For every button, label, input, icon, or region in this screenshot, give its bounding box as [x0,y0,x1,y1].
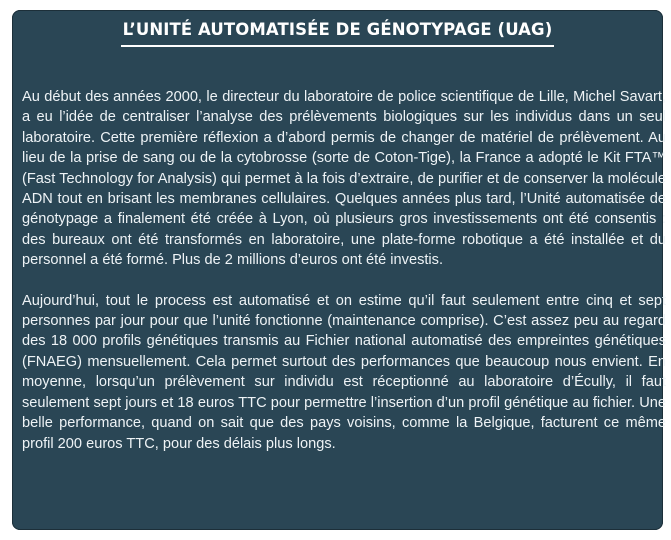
article-body [22,87,666,454]
article-title: L’UNITÉ AUTOMATISÉE DE GÉNOTYPAGE (UAG) [121,16,555,47]
article-paragraph-1: Au début des années 2000, le directeur du laboratoire de police scientifique de Lille, Michel Savart, a eu l’idée de centraliser l’analyse des prélèvements biologiques sur les individus dans un seul laboratoire. Cette première réflexion a d’abord permis de changer de matériel de prélèvement. Au lieu de la prise de sang ou de la cytobrosse (sorte de Coton-Tige), la France a adopté le Kit FTA™ (Fast Technology for Analysis) qui permet à la fois d’extraire, de purifier et de conserver la molécule ADN tout en brisant les membranes cellulaires. Quelques années plus tard, l’Unité automatisée de génotypage a finalement été créée à Lyon, où plusieurs gros investissements ont été consentis : des bureaux ont été transformés en laboratoire, une plate-forme robotique a été installée et du personnel a été formé. Plus de 2 millions d’euros ont été investis. [22,89,666,269]
title-wrap [12,16,663,47]
article-paragraph-2: Aujourd’hui, tout le process est automatisé et on estime qu’il faut seulement entre cinq et sept personnes par jour pour que l’unité fonctionne (maintenance comprise). C’est assez peu au regard des 18 000 profils génétiques transmis au Fichier national automatisé des empreintes génétiques (FNAEG) mensuellement. Cela permet surtout des performances que beaucoup nous envient. En moyenne, lorsqu’un prélèvement sur individu est réceptionné au laboratoire d’Écully, il faut seulement sept jours et 18 euros TTC pour permettre l’insertion d’un profil génétique au fichier. Une belle performance, quand on sait que des pays voisins, comme la Belgique, facturent ce même profil 200 euros TTC, pour des délais plus longs. [22,292,666,452]
article-box [12,10,666,530]
